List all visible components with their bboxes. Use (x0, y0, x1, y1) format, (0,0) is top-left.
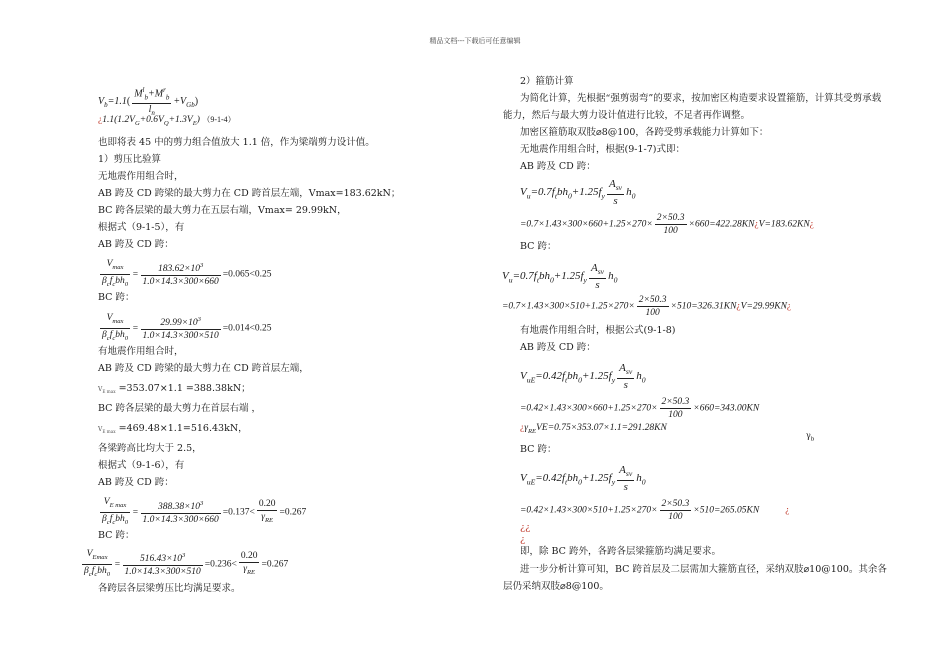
equation-shear-ratio-4: $\frac{V_{Emax}}{\beta_cf_cbh_0}$ = $\frac{516.43\times 10^3}{1.0\times 14.3\times 300\times 510}$ =0.236< $\frac{0.20}{\gamma_{RE}}$ =0.267 (84, 549, 289, 578)
stray-glyphs: ¿¿ ¿ (520, 522, 531, 545)
paragraph: $V_{E max} =353.07\times 1.1 =388.38kN$； (98, 383, 251, 395)
equation-vu-result-1: =0.7×1.43×300×660+1.25×270× $\frac{2\times 50.3}{100}$ ×660=422.28KN¿V=183.62KN¿ (520, 213, 814, 236)
paragraph: AB 跨及 CD 跨： (98, 477, 174, 488)
equation-vb: $V_b=1.1$( $\frac{M^l_b+M^r_b}{l_n}$ $+V_{Gb}$) (98, 86, 199, 118)
equation-vb-seismic: ¿$1.1(1.2V_G+0.6V_Q+1.3V_E)$ （9-1-4） (98, 115, 236, 127)
paragraph: 也即将表 45 中的剪力组合值放大 1.1 倍，作为梁端剪力设计值。 (98, 137, 375, 148)
paragraph: 有地震作用组合时，根据公式(9-1-8) (520, 325, 676, 336)
paragraph: AB 跨及 CD 跨： (520, 161, 596, 172)
paragraph: AB 跨及 CD 跨： (520, 342, 596, 353)
equation-number: （9-1-4） (202, 115, 236, 124)
paragraph: 层仍采纳双肢⌀8@100。 (503, 581, 609, 592)
equation-gamma-ve: ¿$\gamma_{RE}VE=0.75\times 353.07\times 1.1=291.28KN$ (520, 423, 667, 435)
paragraph: BC 跨： (520, 241, 557, 252)
equation-vu-result-2: =0.7×1.43×300×510+1.25×270× $\frac{2\times 50.3}{100}$ ×510=326.31KN¿V=29.99KN¿ (502, 295, 792, 318)
paragraph: BC 跨各层梁的最大剪力在五层右端，Vmax= 29.99kN， (98, 205, 347, 216)
equation-vu-formula-1: $V_u=0.7f_tbh_0+1.25f_y$ $\frac{A_{sv}}{s}$ $h_0$ (520, 178, 636, 208)
paragraph: BC 跨各层梁的最大剪力在首层右端 ， (98, 403, 261, 414)
equation-shear-ratio-3: $\frac{V_{E max}}{\beta_cf_cbh_0}$ = $\frac{388.38\times 10^3}{1.0\times 14.3\times 300\times 660}$ =0.137< $\frac{0.20}{\gamma_{RE}}$ =0.267 (102, 497, 307, 526)
page-header: 精品文档---下载后可任意编辑 (429, 37, 521, 45)
equation-vu-formula-2: $V_u=0.7f_tbh_0+1.25f_y$ $\frac{A_{sv}}{s}$ $h_0$ (502, 262, 618, 292)
paragraph: AB 跨及 CD 跨： (98, 239, 174, 250)
paragraph: 根据式（9-1-6），有 (98, 460, 185, 471)
equation-vue-result-2: =0.42×1.43×300×510+1.25×270× $\frac{2\times 50.3}{100}$ ×510=265.05KN ¿ (520, 499, 790, 522)
paragraph: 为简化计算，先根据“强剪弱弯”的要求，按加密区构造要求设置箍筋，计算其受剪承载 (520, 93, 882, 104)
equation-shear-ratio-2: $\frac{V_{max}}{\beta_cf_cbh_0}$ = $\frac{29.99\times 10^3}{1.0\times 14.3\times 300\times 510}$ =0.014<0.25 (102, 313, 272, 342)
paragraph: BC 跨： (520, 444, 557, 455)
paragraph: BC 跨： (98, 292, 135, 303)
paragraph: 加密区箍筋取双肢⌀8@100，各跨受剪承载能力计算如下： (520, 127, 769, 138)
paragraph: BC 跨： (98, 530, 135, 541)
section-heading: 1）剪压比验算 (98, 154, 162, 165)
equation-vue-formula-2: $V_{uE}=0.42f_tbh_0+1.25f_y$ $\frac{A_{sv}}{s}$ $h_0$ (520, 464, 646, 494)
equation-vue-formula-1: $V_{uE}=0.42f_tbh_0+1.25f_y$ $\frac{A_{sv}}{s}$ $h_0$ (520, 362, 646, 392)
paragraph: AB 跨及 CD 跨梁的最大剪力在 CD 跨首层左端，Vmax=183.62kN； (98, 188, 401, 199)
equation-shear-ratio-1: $\frac{V_{max}}{\beta_cf_cbh_0}$ = $\frac{183.62\times 10^3}{1.0\times 14.3\times 300\times 660}$ =0.065<0.25 (102, 259, 272, 288)
paragraph: 根据式（9-1-5），有 (98, 222, 185, 233)
paragraph: 各梁跨高比均大于 2.5， (98, 443, 202, 454)
equation-vue-result-1: =0.42×1.43×300×660+1.25×270× $\frac{2\times 50.3}{100}$ ×660=343.00KN (520, 397, 760, 420)
paragraph: 各跨层各层梁剪压比均满足要求。 (98, 583, 241, 594)
paragraph: 即，除 BC 跨外，各跨各层梁箍筋均满足要求。 (520, 546, 721, 557)
paragraph: 无地震作用组合时，根据(9-1-7)式即： (520, 144, 685, 155)
paragraph: $V_{E max} =469.48\times 1.1=516.43kN$， (98, 423, 248, 435)
paragraph: 能力，然后与最大剪力设计值进行比较，不足者再作调整。 (503, 110, 751, 121)
paragraph: 进一步分析计算可知，BC 跨首层及二层需加大箍筋直径，采纳双肢⌀10@100。其余各 (520, 564, 887, 575)
paragraph: 无地震作用组合时， (98, 171, 184, 182)
section-heading: 2）箍筋计算 (520, 76, 574, 87)
paragraph: AB 跨及 CD 跨梁的最大剪力在 CD 跨首层左端， (98, 363, 309, 374)
stray-symbol: $\gamma_b$ (806, 431, 815, 443)
paragraph: 有地震作用组合时， (98, 346, 184, 357)
